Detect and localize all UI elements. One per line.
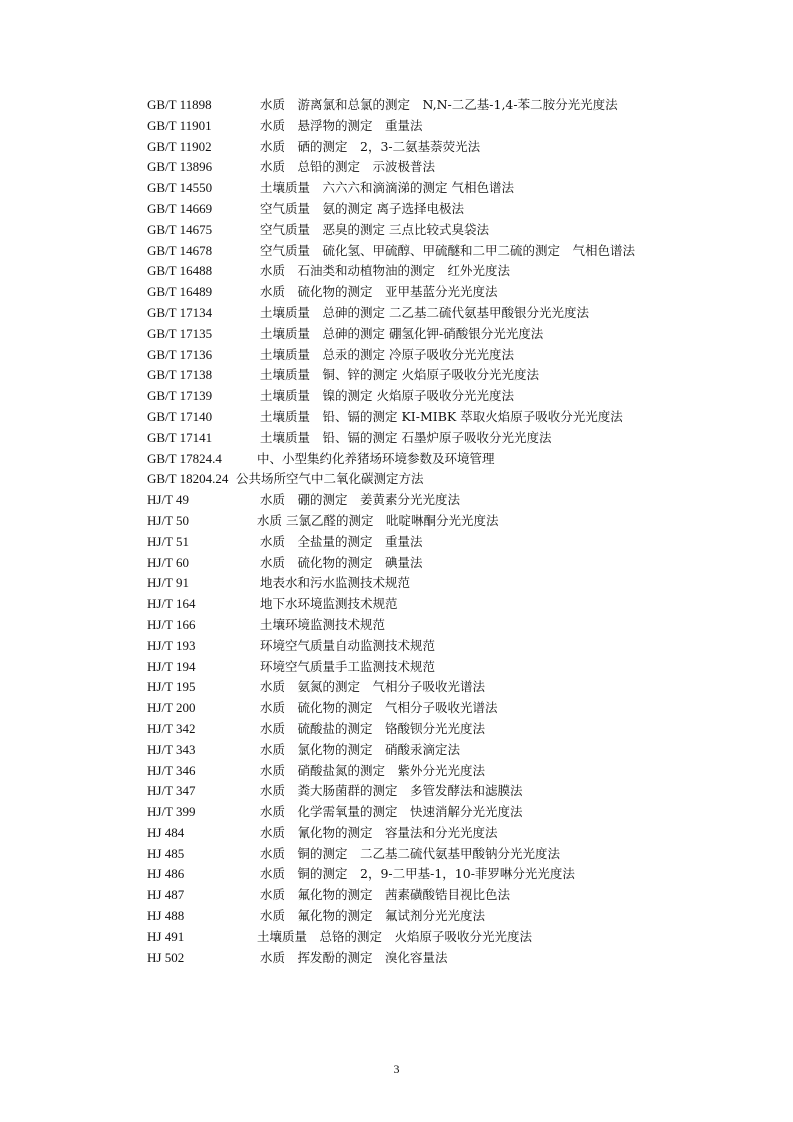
list-item — [147, 698, 707, 719]
standard-code: GB/T 17140 — [147, 408, 213, 424]
standard-code: HJ/T 342 — [147, 720, 196, 736]
standard-code: HJ/T 194 — [147, 658, 196, 674]
standard-code: GB/T 18204.24 — [147, 471, 229, 487]
standard-title: 水质 游离氯和总氯的测定 N,N-二乙基-1,4-苯二胺分光光度法 — [260, 97, 618, 112]
list-item — [147, 365, 707, 386]
standard-title: 环境空气质量自动监测技术规范 — [260, 637, 436, 653]
standard-code: HJ 502 — [147, 949, 185, 965]
standard-title: 水质 三氯乙醛的测定 吡啶啉酮分光光度法 — [257, 512, 499, 528]
standard-code: HJ/T 200 — [147, 700, 196, 716]
standard-code: GB/T 11901 — [147, 117, 212, 133]
list-item — [147, 428, 707, 449]
standard-code: HJ/T 51 — [147, 533, 190, 549]
standard-title: 水质 挥发酚的测定 溴化容量法 — [260, 949, 448, 965]
standard-title: 中、小型集约化养猪场环境参数及环境管理 — [257, 450, 495, 466]
standard-code: HJ/T 166 — [147, 616, 196, 632]
standard-title: 地下水环境监测技术规范 — [260, 596, 398, 612]
standard-code: GB/T 17138 — [147, 367, 213, 383]
standard-title: 水质 氨氮的测定 气相分子吸收光谱法 — [260, 679, 486, 695]
standard-code: GB/T 14675 — [147, 221, 213, 237]
list-item — [147, 157, 707, 178]
standard-code: HJ/T 91 — [147, 575, 190, 591]
standard-title: 水质 铜的测定 2，9-二甲基-1，10-菲罗啉分光光度法 — [260, 866, 575, 882]
list-item — [147, 490, 707, 511]
list-item — [147, 261, 707, 282]
standard-title: 土壤质量 镍的测定 火焰原子吸收分光光度法 — [260, 388, 514, 404]
standard-code: HJ/T 50 — [147, 512, 190, 528]
standard-code: HJ 486 — [147, 866, 185, 882]
standard-title: 空气质量 硫化氢、甲硫醇、甲硫醚和二甲二硫的测定 气相色谱法 — [260, 242, 636, 258]
standard-code: HJ/T 347 — [147, 783, 196, 799]
list-item — [147, 137, 707, 158]
standard-code: HJ 491 — [147, 928, 185, 944]
list-item — [147, 677, 707, 698]
standard-title: 土壤质量 六六六和滴滴涕的测定 气相色谱法 — [260, 180, 514, 196]
list-item — [147, 469, 707, 490]
list-item — [147, 636, 707, 657]
page-number: 3 — [393, 1062, 400, 1076]
standard-code: HJ 485 — [147, 845, 185, 861]
list-item — [147, 927, 707, 948]
standard-title: 土壤质量 铜、锌的测定 火焰原子吸收分光光度法 — [260, 367, 539, 383]
list-item — [147, 178, 707, 199]
standard-code: GB/T 14550 — [147, 180, 213, 196]
standard-title: 水质 硫化物的测定 碘量法 — [260, 554, 423, 570]
standard-code: HJ/T 399 — [147, 804, 196, 820]
list-item — [147, 740, 707, 761]
standard-title: 水质 硼的测定 姜黄素分光光度法 — [260, 492, 461, 508]
standard-title: 空气质量 恶臭的测定 三点比较式臭袋法 — [260, 221, 489, 237]
list-item — [147, 511, 707, 532]
list-item — [147, 199, 707, 220]
standard-code: GB/T 17135 — [147, 325, 213, 341]
standard-title: 水质 氰化物的测定 容量法和分光光度法 — [260, 824, 498, 840]
list-item — [147, 303, 707, 324]
standard-title: 水质 全盐量的测定 重量法 — [260, 533, 423, 549]
standard-title: 水质 铜的测定 二乙基二硫代氨基甲酸钠分光光度法 — [260, 845, 561, 861]
list-item — [147, 532, 707, 553]
list-item — [147, 220, 707, 241]
standard-title: 空气质量 氨的测定 离子选择电极法 — [260, 200, 464, 216]
standard-code: HJ/T 195 — [147, 679, 196, 695]
standard-code: HJ 487 — [147, 887, 185, 903]
standard-code: GB/T 17139 — [147, 388, 213, 404]
list-item — [147, 553, 707, 574]
standard-title: 地表水和污水监测技术规范 — [260, 575, 411, 591]
standard-code: HJ/T 60 — [147, 554, 190, 570]
standard-code: GB/T 14669 — [147, 200, 213, 216]
list-item — [147, 449, 707, 470]
standard-title: 水质 氟化物的测定 茜素磺酸锆目视比色法 — [260, 887, 511, 903]
list-item — [147, 823, 707, 844]
standard-code: GB/T 11902 — [147, 138, 212, 154]
list-item — [147, 948, 707, 969]
list-item — [147, 761, 707, 782]
standard-title: 水质 总铅的测定 示波极普法 — [260, 159, 436, 175]
standard-code: HJ/T 343 — [147, 741, 196, 757]
list-item — [147, 345, 707, 366]
standard-title: 水质 硝酸盐氮的测定 紫外分光光度法 — [260, 762, 486, 778]
list-item — [147, 657, 707, 678]
list-item — [147, 594, 707, 615]
standard-title: 水质 化学需氧量的测定 快速消解分光光度法 — [260, 804, 523, 820]
standards-list — [147, 95, 707, 968]
list-item — [147, 906, 707, 927]
standard-code: GB/T 17134 — [147, 304, 213, 320]
standard-title: 水质 氟化物的测定 氟试剂分光光度法 — [260, 908, 486, 924]
standard-title: 公共场所空气中二氧化碳测定方法 — [236, 471, 424, 487]
list-item — [147, 615, 707, 636]
standard-title: 水质 硫化物的测定 亚甲基蓝分光光度法 — [260, 284, 498, 300]
standard-code: GB/T 17141 — [147, 429, 213, 445]
list-item — [147, 241, 707, 262]
standard-code: HJ/T 193 — [147, 637, 196, 653]
standard-code: GB/T 13896 — [147, 159, 213, 175]
list-item — [147, 719, 707, 740]
standard-title: 土壤环境监测技术规范 — [260, 616, 386, 632]
list-item — [147, 844, 707, 865]
standard-title: 水质 硫酸盐的测定 铬酸钡分光光度法 — [260, 720, 486, 736]
list-item — [147, 802, 707, 823]
list-item — [147, 324, 707, 345]
standard-code: GB/T 14678 — [147, 242, 213, 258]
standard-title: 水质 石油类和动植物油的测定 红外光度法 — [260, 263, 511, 279]
standard-code: GB/T 17136 — [147, 346, 213, 362]
standard-code: HJ 488 — [147, 908, 185, 924]
list-item — [147, 864, 707, 885]
list-item — [147, 407, 707, 428]
standard-code: GB/T 11898 — [147, 97, 212, 112]
standard-title: 水质 硒的测定 2，3-二氨基萘荧光法 — [260, 138, 481, 154]
standard-code: GB/T 17824.4 — [147, 450, 222, 466]
standard-code: GB/T 16489 — [147, 284, 213, 300]
standard-code: HJ 484 — [147, 824, 185, 840]
list-item — [147, 282, 707, 303]
list-item — [147, 95, 707, 116]
list-item — [147, 386, 707, 407]
list-item — [147, 116, 707, 137]
standard-code: HJ/T 49 — [147, 492, 190, 508]
standard-code: GB/T 16488 — [147, 263, 213, 279]
list-item — [147, 573, 707, 594]
standard-title: 土壤质量 铅、镉的测定 KI-MIBK 萃取火焰原子吸收分光光度法 — [260, 408, 623, 424]
standard-title: 水质 悬浮物的测定 重量法 — [260, 117, 423, 133]
standard-title: 土壤质量 总砷的测定 硼氢化钾-硝酸银分光光度法 — [260, 325, 544, 341]
standard-code: HJ/T 346 — [147, 762, 196, 778]
standard-title: 水质 硫化物的测定 气相分子吸收光谱法 — [260, 700, 498, 716]
list-item — [147, 885, 707, 906]
standard-code: HJ/T 164 — [147, 596, 196, 612]
standard-title: 环境空气质量手工监测技术规范 — [260, 658, 436, 674]
standard-title: 水质 粪大肠菌群的测定 多管发酵法和滤膜法 — [260, 783, 523, 799]
list-item — [147, 781, 707, 802]
standard-title: 土壤质量 铅、镉的测定 石墨炉原子吸收分光光度法 — [260, 429, 552, 445]
standard-title: 土壤质量 总铬的测定 火焰原子吸收分光光度法 — [257, 928, 533, 944]
standard-title: 土壤质量 总砷的测定 二乙基二硫代氨基甲酸银分光光度法 — [260, 304, 589, 320]
standard-title: 土壤质量 总汞的测定 冷原子吸收分光光度法 — [260, 346, 514, 362]
standard-title: 水质 氯化物的测定 硝酸汞滴定法 — [260, 741, 461, 757]
